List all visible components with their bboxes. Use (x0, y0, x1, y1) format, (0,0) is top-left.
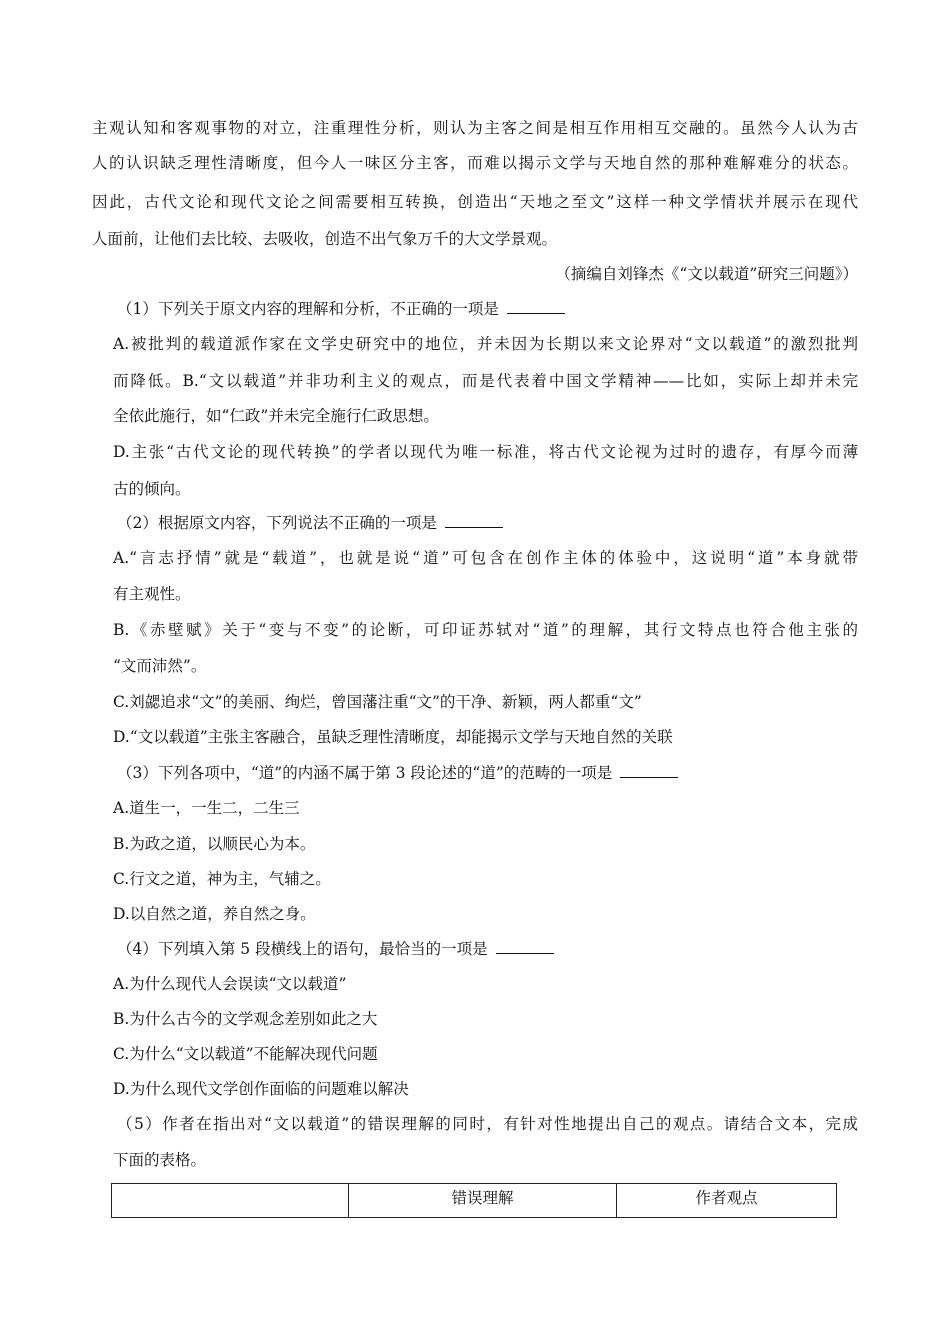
question-2-line: D.“文以载道”主张主客融合，虽缺乏理性清晰度，却能揭示文学与天地自然的关联 (113, 728, 673, 746)
table-header-row (112, 1184, 837, 1218)
question-4-option: D.为什么现代文学创作面临的问题难以解决 (113, 1080, 409, 1098)
answer-table (111, 1183, 837, 1218)
question-1-line: A.被批判的载道派作家在文学史研究中的地位，并未因为长期以来文论界对“文以载道”的激烈批判 (113, 335, 858, 353)
question-3-option: A.道生一，一生二，二生三 (113, 799, 300, 817)
passage-line: 因此，古代文论和现代文论之间需要相互转换，创造出“天地之至文”这样一种文学情状并展示在现代 (92, 193, 858, 211)
question-3-option: B.为政之道，以顺民心为本。 (113, 835, 316, 853)
answer-blank[interactable] (507, 299, 565, 314)
question-2-line: B.《赤壁赋》关于“变与不变”的论断，可印证苏轼对“道”的理解，其行文特点也符合他主张的 (113, 621, 858, 639)
passage-line: 人面前，让他们去比较、去吸收，创造不出气象万千的大文学景观。 (92, 230, 558, 248)
question-4-option: A.为什么现代人会误读“文以载道” (113, 975, 347, 993)
table-header-cell[interactable] (112, 1184, 349, 1218)
question-1-line: 全依此施行，如“仁政”并未完全施行仁政思想。 (113, 407, 439, 425)
question-4-option: B.为什么古今的文学观念差别如此之大 (113, 1010, 378, 1028)
question-2-line: “文而沛然”。 (113, 657, 207, 675)
passage-line: 人的认识缺乏理性清晰度，但今人一味区分主客，而难以揭示文学与天地自然的那种难解难分的状态。 (92, 154, 858, 172)
question-1-line: 而降低。B.“文以载道”并非功利主义的观点，而是代表着中国文学精神——比如，实际上却并未完 (113, 372, 858, 390)
question-3-option: C.行文之道，神为主，气辅之。 (113, 870, 331, 888)
answer-blank[interactable] (496, 939, 554, 954)
question-1-line: D.主张“古代文论的现代转换”的学者以现代为唯一标准，将古代文论视为过时的遗存，有厚今而薄 (113, 443, 858, 461)
question-5-stem: （5）作者在指出对“文以载道”的错误理解的同时，有针对性地提出自己的观点。请结合文本，完成 (117, 1115, 858, 1133)
question-3-stem: （3）下列各项中，“道”的内涵不属于第 3 段论述的“道”的范畴的一项是 (117, 763, 857, 783)
table-header-cell[interactable]: 错误理解 (349, 1184, 617, 1218)
passage-line: 主观认知和客观事物的对立，注重理性分析，则认为主客之间是相互作用相互交融的。虽然今人认为古 (92, 119, 858, 137)
question-2-line: A.“言志抒情”就是“载道”，也就是说“道”可包含在创作主体的体验中，这说明“道”本身就带 (113, 549, 858, 567)
answer-blank[interactable] (620, 763, 678, 778)
table-header-cell[interactable]: 作者观点 (617, 1184, 837, 1218)
passage-source: （摘编自刘锋杰《“文以载道”研究三问题》） (555, 265, 858, 283)
question-1-line: 古的倾向。 (113, 480, 191, 498)
question-2-line: C.刘勰追求“文”的美丽、绚烂，曾国藩注重“文”的干净、新颖，两人都重“文” (113, 693, 642, 711)
question-4-option: C.为什么“文以载道”不能解决现代问题 (113, 1045, 378, 1063)
question-1-stem: （1）下列关于原文内容的理解和分析，不正确的一项是 (117, 299, 857, 319)
question-2-line: 有主观性。 (113, 585, 191, 603)
question-4-stem: （4）下列填入第 5 段横线上的语句，最恰当的一项是 (117, 939, 857, 959)
question-2-stem: （2）根据原文内容，下列说法不正确的一项是 (117, 513, 857, 533)
question-3-option: D.以自然之道，养自然之身。 (113, 905, 316, 923)
question-5-stem-cont: 下面的表格。 (113, 1151, 207, 1169)
answer-blank[interactable] (445, 513, 503, 528)
